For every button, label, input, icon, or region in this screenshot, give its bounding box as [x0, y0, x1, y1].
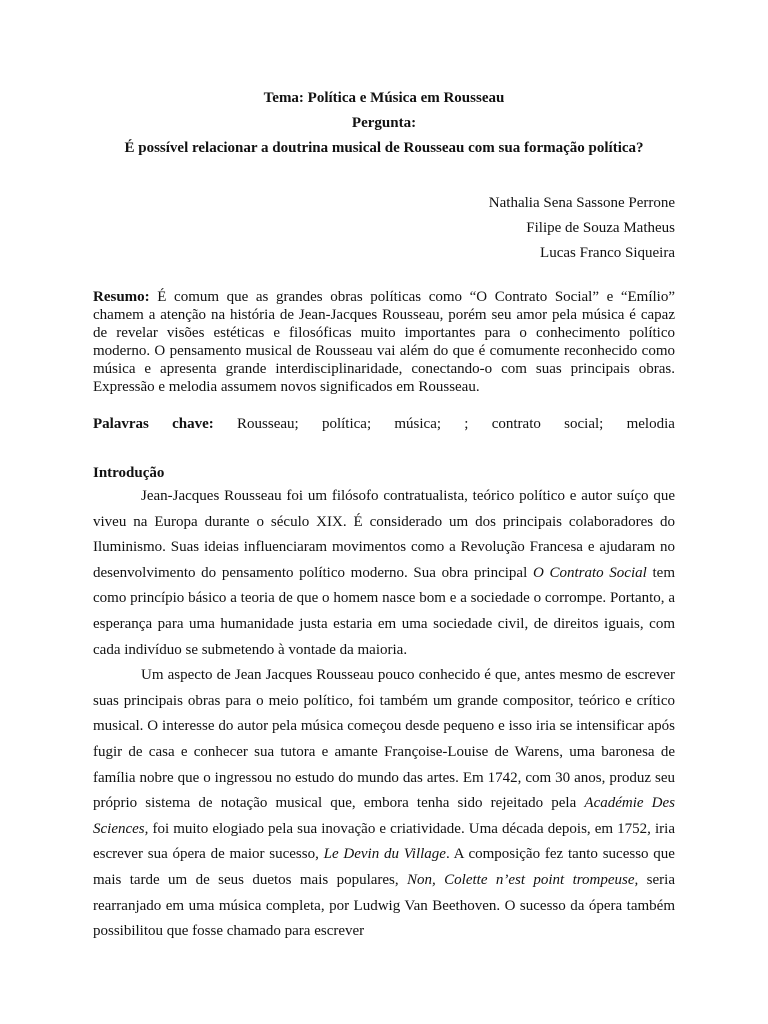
- intro-body: [93, 484, 675, 945]
- author-name: Filipe de Souza Matheus: [526, 220, 675, 236]
- pergunta-label: Pergunta:: [351, 115, 417, 131]
- abstract-label: Resumo:: [93, 289, 150, 305]
- intro-heading: Introdução: [93, 465, 165, 481]
- italic-title: Académie Des Sciences,: [93, 795, 676, 837]
- keyword: melodia: [626, 416, 675, 432]
- intro-paragraph-1: [93, 484, 675, 663]
- text-run: Um aspecto de Jean Jacques Rousseau pouco conhecido é que, antes mesmo de escrever suas principais obras para o meio político, foi também um grande compositor, teórico e crítico musical. O interesse do autor pela música começou desde pequeno e isso iria se intensificar após fugir de casa e conhecer sua tutora e amante Françoise-Louise de Warens, uma baronesa de família nobre que o ingressou no estudo do mundo das artes. Em 1742, com 30 anos, produz seu próprio sistema de notação musical que, embora tenha sido rejeitado pela: [93, 667, 675, 812]
- keyword: ;: [464, 416, 469, 432]
- text-run: tem como princípio básico a teoria de que o homem nasce bom e a sociedade o corrompe. Portanto, a esperança para uma humanidade justa estaria em uma sociedade civil, de direitos iguais, com cada indivíduo se submetendo à vontade da maioria.: [93, 564, 675, 658]
- keywords-label-1: Palavras: [93, 416, 149, 432]
- text-run: foi muito elogiado pela sua inovação e criatividade. Uma década depois, em 1752, iria escrever sua ópera de maior sucesso,: [93, 820, 675, 863]
- tema-heading: Tema: Política e Música em Rousseau: [263, 90, 505, 106]
- abstract-text: É comum que as grandes obras políticas como “O Contrato Social” e “Emílio” chamem a atenção na história de Jean-Jacques Rousseau, porém seu amor pela música é capaz de revelar visões estéticas e filosóficas muito importantes para o conhecimento político moderno. O pensamento musical de Rousseau vai além do que é comumente reconhecido como música e apresenta grande interdisciplinaridade, conectando-o com suas principais obras. Expressão e melodia assumem novos significados em Rousseau.: [93, 289, 675, 395]
- intro-paragraph-2: [93, 663, 675, 945]
- title-block: [93, 86, 675, 161]
- keywords-label-2: chave:: [172, 416, 214, 432]
- keyword: política;: [321, 416, 372, 432]
- author-name: Nathalia Sena Sassone Perrone: [488, 195, 675, 211]
- author-name: Lucas Franco Siqueira: [540, 245, 675, 261]
- text-run: Jean-Jacques Rousseau foi um filósofo contratualista, teórico político e autor suíço que viveu na Europa durante o século XIX. É considerado um dos principais colaboradores do Iluminismo. Suas ideias influenciaram movimentos como a Revolução Francesa e ajudaram no desenvolvimento do pensamento político moderno. Sua obra principal: [93, 488, 675, 581]
- text-run: seria rearranjado em uma música completa, por Ludwig Van Beethoven. O sucesso da ópera também possibilitou que fosse chamado para escrever: [93, 871, 675, 940]
- authors-block: [93, 191, 675, 266]
- abstract: [93, 288, 675, 396]
- pergunta-text: É possível relacionar a doutrina musical de Rousseau com sua formação política?: [124, 140, 644, 156]
- italic-title: O Contrato Social: [532, 564, 647, 581]
- keyword: Rousseau;: [237, 416, 299, 432]
- italic-title: Le Devin du Village: [323, 846, 446, 863]
- italic-title: Non, Colette n’est point trompeuse,: [407, 871, 639, 888]
- keyword: contrato: [491, 416, 541, 432]
- keywords-line: [93, 414, 675, 434]
- text-run: . A composição fez tanto sucesso que mais tarde um de seus duetos mais populares,: [93, 846, 675, 888]
- keyword: música;: [394, 416, 442, 432]
- keyword: social;: [564, 416, 604, 432]
